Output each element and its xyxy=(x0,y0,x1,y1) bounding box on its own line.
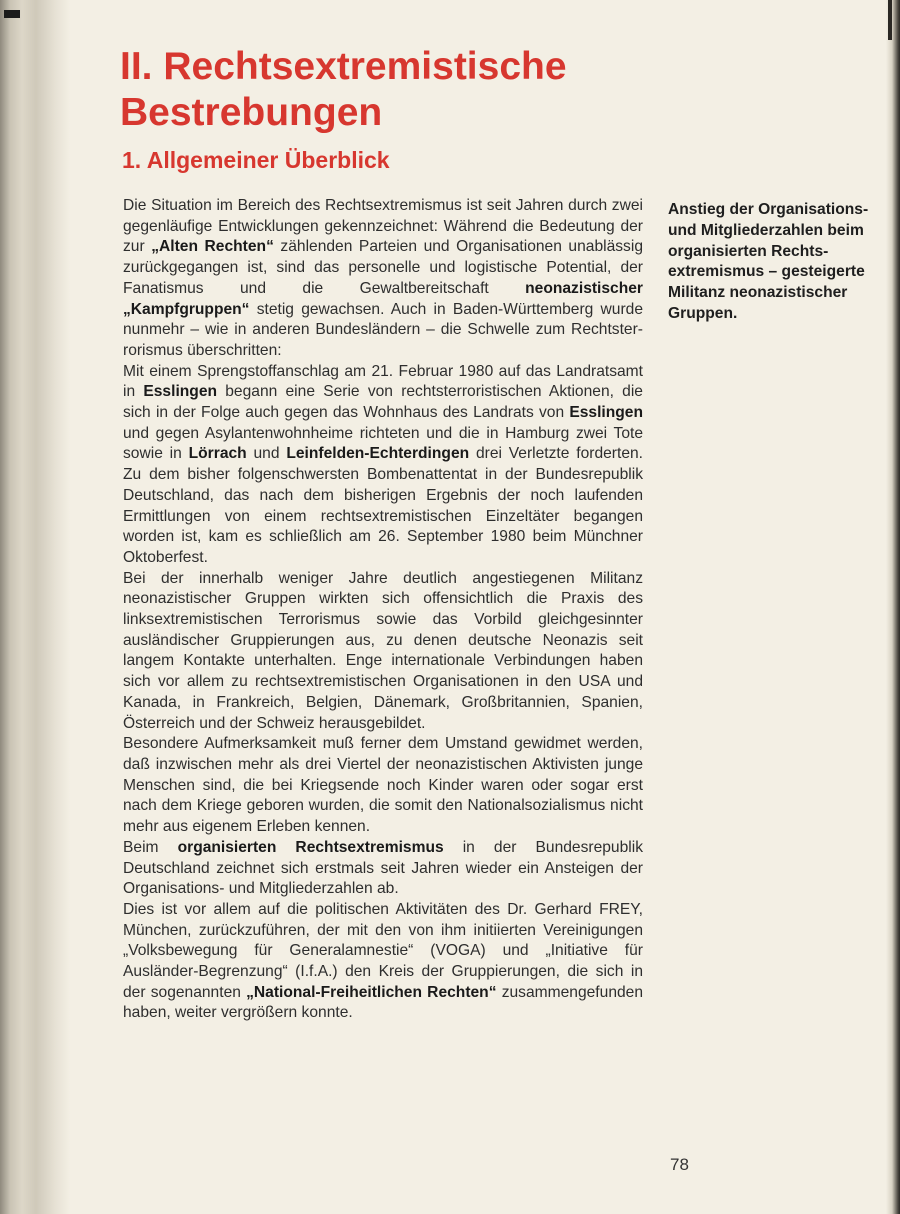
bold-place: Esslingen xyxy=(143,383,218,401)
page-right-edge xyxy=(886,0,900,1214)
bold-term: „National-Freiheitlichen Rechten“ xyxy=(246,983,497,1001)
section-heading: 1. Allgemeiner Überblick xyxy=(122,147,390,173)
paragraph-2: Mit einem Sprengstoffanschlag am 21. Februar 1980 auf das Landratsamt in Esslingen begann eine Serie von rechtsterroristischen Aktionen, die sich in der Folge auch gegen das Wohnhaus des Landrats von Esslingen und gegen Asylantenwohnheime richteten und die in Hamburg zwei Tote sowie in Lörrach und Leinfelden-Echterdingen drei Verletzte forderten. Zu dem bisher folgenschwersten Bombenattentat in der Bundesrepublik Deutschland, das nach dem bisherigen Ergebnis der noch laufenden Ermittlungen von einem rechtsextremistischen Einzeltäter begangen worden ist, kam es schließlich am 26. September 1980 beim Münchner Oktoberfest. xyxy=(123,362,643,566)
margin-note: Anstieg der Organisations- und Mitgliederzahlen beim organisierten Rechtsextremismus – gesteigerte Militanz neonazistischer Gruppen. xyxy=(668,201,869,322)
chapter-title xyxy=(120,44,680,136)
bold-term: „Alten Rechten“ xyxy=(151,238,274,256)
bold-term: organisierten Rechtsextremismus xyxy=(177,838,444,856)
book-spine-edge xyxy=(0,0,70,1214)
page-number: 78 xyxy=(670,1155,689,1174)
paragraph-6: Dies ist vor allem auf die politischen Aktivitäten des Dr. Gerhard FREY, München, zurückzuführen, der mit den von ihm initiierten Vereinigungen „Volksbewegung für Generalamnestie“ (VOGA) und „Initiative für Ausländer-Begrenzung“ (I.f.A.) den Kreis der Gruppierungen, die sich in der sogenannten „National-Freiheitlichen Rechten“ zusammengefunden haben, weiter vergrößern konnte. xyxy=(123,900,644,1022)
main-text xyxy=(123,196,643,1024)
bold-place: Leinfelden-Echterdingen xyxy=(286,445,470,463)
paragraph-3: Bei der innerhalb weniger Jahre deutlich angestiegenen Militanz neonazistischer Gruppen wirkten sich offensichtlich die Praxis des linksextremistischen Terrorismus sowie das Vorbild gleichgesinnter ausländischer Gruppierungen aus, zu denen deutsche Neonazis seit langem Kontakte unterhalten. Enge internationale Verbindungen haben sich vor allem zu rechtsextremistischen Organisationen in den USA und Kanada, in Frankreich, Belgien, Dänemark, Großbritannien, Spanien, Österreich und der Schweiz herausgebildet. xyxy=(123,569,643,732)
paragraph-4: Besondere Aufmerksamkeit muß ferner dem Umstand gewidmet werden, daß inzwischen mehr als drei Viertel der neonazistischen Aktivisten junge Menschen sind, die bei Kriegsende noch Kinder waren oder sogar erst nach dem Kriege geboren wurden, die somit den Nationalsozialismus nicht mehr aus eigenem Erleben kennen. xyxy=(123,735,643,836)
paragraph-1: Die Situation im Bereich des Rechtsextremismus ist seit Jahren durch zwei gegenläufige Entwicklungen gekennzeichnet: Während die Bedeutung der zur „Alten Rechten“ zählenden Parteien und Organisationen unablässig zurückgegangen ist, sind das personelle und logistische Potential, der Fanatismus und die Gewaltbereitschaft neonazistischer „Kampfgruppen“ stetig gewachsen. Auch in Baden-Württemberg wurde nunmehr – wie in anderen Bundesländern – die Schwelle zum Rechtsterrorismus überschritten: xyxy=(123,197,643,359)
chapter-title-line-1: II. Rechtsextremistische xyxy=(120,45,567,88)
paragraph-5: Beim organisierten Rechtsextremismus in der Bundesrepublik Deutschland zeichnet sich erstmals seit Jahren wieder ein Ansteigen der Organisations- und Mitgliederzahlen ab. xyxy=(123,838,643,898)
page-right-edge-mark xyxy=(888,0,892,40)
bold-place: Lörrach xyxy=(188,445,247,463)
chapter-title-line-2: Bestrebungen xyxy=(120,91,383,134)
bold-term: neonazistischer „Kampfgruppen“ xyxy=(123,279,643,318)
scan-marker xyxy=(4,10,20,18)
bold-place: Esslingen xyxy=(569,404,643,422)
